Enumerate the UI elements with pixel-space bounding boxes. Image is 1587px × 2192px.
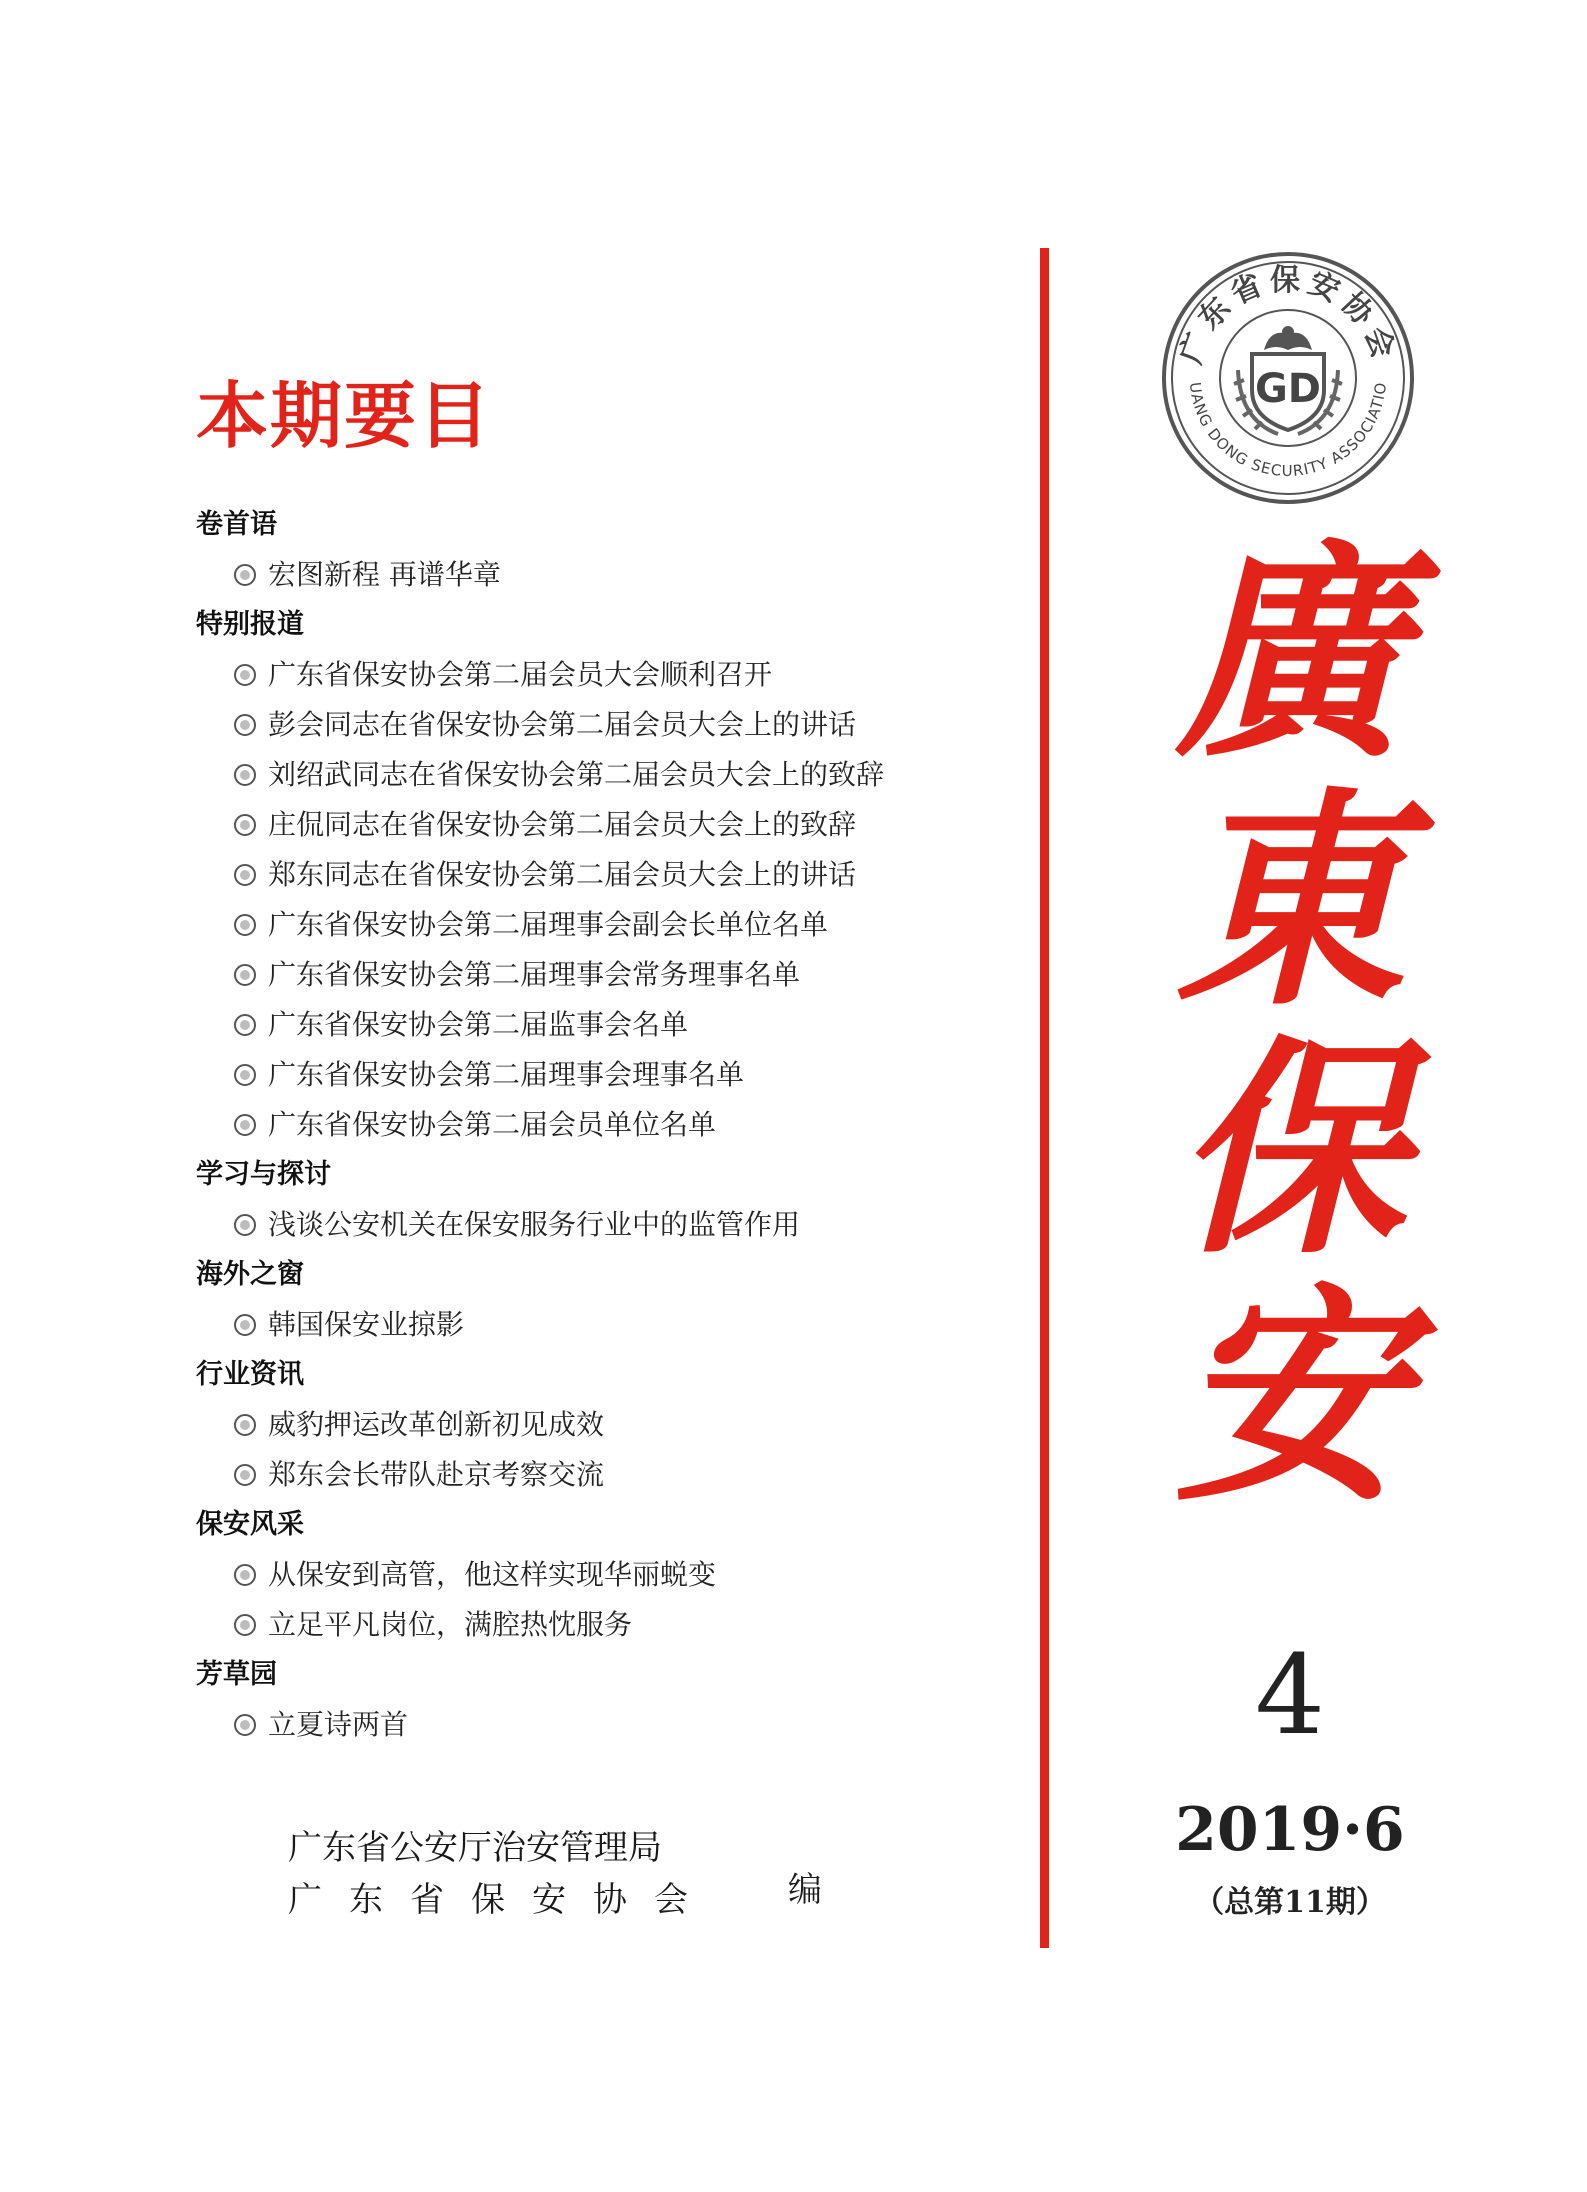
double-circle-bullet-icon: [234, 1714, 256, 1736]
toc-sections: [196, 500, 1016, 1750]
issue-total: （总第11期）: [1194, 1885, 1386, 1920]
issue-date: 2019·6: [1175, 1795, 1405, 1865]
toc-item-label: 刘绍武同志在省保安协会第二届会员大会上的致辞: [268, 758, 885, 791]
masthead-char-3: 保: [1175, 1015, 1405, 1285]
masthead-char-4: 安: [1175, 1263, 1405, 1533]
toc-item: [196, 750, 1016, 800]
toc-item: [196, 800, 1016, 850]
masthead-title: [1130, 519, 1450, 1533]
toc-item-label: 浅谈公安机关在保安服务行业中的监管作用: [268, 1208, 801, 1241]
toc-item-label: 郑东会长带队赴京考察交流: [268, 1458, 605, 1491]
double-circle-bullet-icon: [234, 1114, 256, 1136]
publisher-block: [288, 1822, 822, 1926]
double-circle-bullet-icon: [234, 1414, 256, 1436]
toc-item: [196, 1450, 1016, 1500]
toc-item-label: 立足平凡岗位，满腔热忱服务: [268, 1608, 633, 1641]
toc-section-title: 卷首语: [196, 509, 277, 540]
toc-item-label: 韩国保安业掠影: [268, 1308, 465, 1341]
toc-section-title: 特别报道: [196, 609, 304, 640]
double-circle-bullet-icon: [234, 1214, 256, 1236]
toc-item-label: 广东省保安协会第二届理事会常务理事名单: [268, 958, 801, 991]
double-circle-bullet-icon: [234, 1564, 256, 1586]
toc-section-title: 行业资讯: [196, 1359, 304, 1390]
double-circle-bullet-icon: [234, 914, 256, 936]
toc-item: [196, 700, 1016, 750]
emblem-text-en: UANG DONG SECURITY ASSOCIATIO: [1185, 380, 1391, 480]
publisher-line-1: 广东省公安厅治安管理局: [288, 1828, 662, 1868]
red-divider-line: [1040, 248, 1049, 1948]
toc-item: [196, 1200, 1016, 1250]
issue-number: 4: [1255, 1631, 1325, 1759]
toc-item: [196, 1600, 1016, 1650]
toc-item: [196, 900, 1016, 950]
publisher-role: 编: [788, 1870, 822, 1910]
toc-item: [196, 1400, 1016, 1450]
double-circle-bullet-icon: [234, 964, 256, 986]
toc-section-title: 学习与探讨: [196, 1159, 331, 1190]
toc-item: [196, 1550, 1016, 1600]
toc-item-label: 广东省保安协会第二届理事会副会长单位名单: [268, 908, 829, 941]
toc-item: [196, 950, 1016, 1000]
toc-section: [196, 1500, 1016, 1650]
toc-section: [196, 1150, 1016, 1250]
double-circle-bullet-icon: [234, 864, 256, 886]
table-of-contents: [196, 374, 1016, 1750]
toc-item-label: 郑东同志在省保安协会第二届会员大会上的讲话: [268, 858, 857, 891]
double-circle-bullet-icon: [234, 1014, 256, 1036]
double-circle-bullet-icon: [234, 714, 256, 736]
toc-item: [196, 1300, 1016, 1350]
toc-item-label: 广东省保安协会第二届会员大会顺利召开: [268, 658, 773, 691]
emblem-icon: [1160, 250, 1416, 506]
association-emblem: [1160, 250, 1416, 506]
toc-item: [196, 850, 1016, 900]
toc-item-label: 从保安到高管，他这样实现华丽蜕变: [268, 1558, 717, 1591]
toc-item-label: 威豹押运改革创新初见成效: [268, 1408, 605, 1441]
toc-section-title: 海外之窗: [196, 1259, 304, 1290]
toc-item-label: 庄侃同志在省保安协会第二届会员大会上的致辞: [268, 808, 857, 841]
toc-item: [196, 1700, 1016, 1750]
masthead-char-2: 東: [1175, 767, 1405, 1037]
emblem-badge: GD: [1254, 366, 1322, 412]
toc-item-label: 广东省保安协会第二届监事会名单: [268, 1008, 689, 1041]
toc-item-label: 广东省保安协会第二届理事会理事名单: [268, 1058, 745, 1091]
toc-item: [196, 550, 1016, 600]
double-circle-bullet-icon: [234, 1064, 256, 1086]
toc-item-label: 立夏诗两首: [268, 1708, 409, 1741]
toc-item: [196, 650, 1016, 700]
toc-item-label: 宏图新程 再谱华章: [268, 558, 501, 591]
toc-item-label: 广东省保安协会第二届会员单位名单: [268, 1108, 717, 1141]
toc-section-title: 芳草园: [196, 1659, 277, 1690]
double-circle-bullet-icon: [234, 1314, 256, 1336]
masthead-char-1: 廣: [1175, 519, 1405, 789]
emblem-text-cn: 广东省保安协会: [1173, 263, 1403, 369]
double-circle-bullet-icon: [234, 814, 256, 836]
double-circle-bullet-icon: [234, 1464, 256, 1486]
double-circle-bullet-icon: [234, 664, 256, 686]
toc-item: [196, 1000, 1016, 1050]
double-circle-bullet-icon: [234, 564, 256, 586]
toc-section: [196, 600, 1016, 1150]
toc-section-title: 保安风采: [196, 1509, 304, 1540]
double-circle-bullet-icon: [234, 764, 256, 786]
toc-section: [196, 1250, 1016, 1350]
toc-section: [196, 1350, 1016, 1500]
toc-item-label: 彭会同志在省保安协会第二届会员大会上的讲话: [268, 708, 857, 741]
toc-heading: 本期要目: [196, 374, 493, 458]
toc-item: [196, 1100, 1016, 1150]
toc-item: [196, 1050, 1016, 1100]
toc-section: [196, 500, 1016, 600]
double-circle-bullet-icon: [234, 1614, 256, 1636]
publisher-line-2: 广东省保安协会: [288, 1880, 715, 1920]
toc-section: [196, 1650, 1016, 1750]
